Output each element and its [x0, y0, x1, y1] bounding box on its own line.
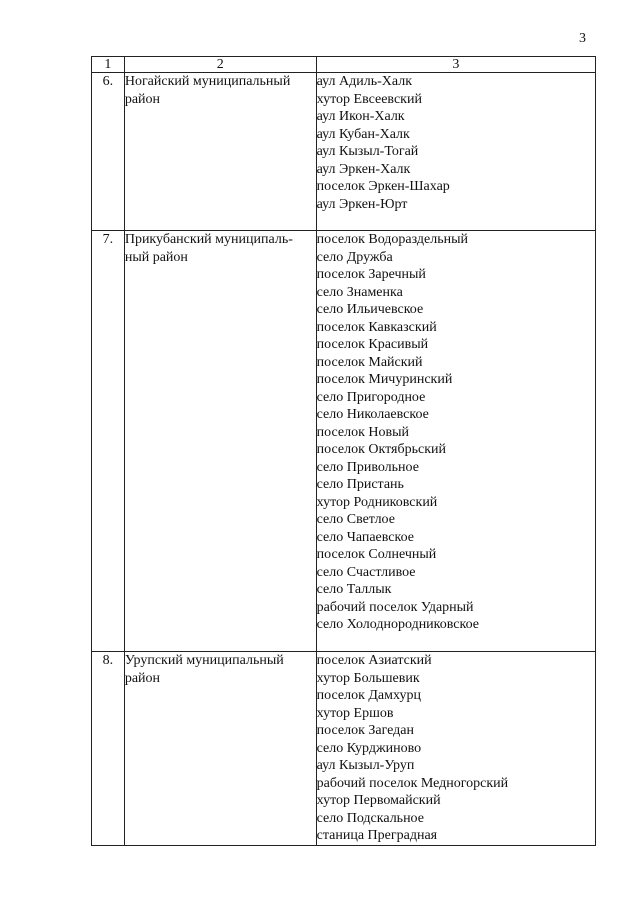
settlement-item: поселок Кавказский [316, 319, 437, 335]
settlement-item: рабочий поселок Медногорский [316, 775, 509, 791]
column-header-3: 3 [316, 57, 595, 73]
settlement-item: хутор Ершов [316, 705, 394, 721]
settlement-list [316, 231, 595, 652]
settlement-item: рабочий поселок Ударный [316, 599, 474, 615]
district-name [124, 231, 316, 652]
settlement-item: село Дружба [316, 249, 393, 265]
row-number: 8. [92, 652, 125, 846]
settlement-item: поселок Солнечный [316, 547, 437, 562]
settlement-item: аул Эркен-Халк [316, 161, 411, 177]
settlement-item: село Чапаевское [316, 529, 414, 545]
settlement-item: село Пригородное [316, 389, 426, 405]
column-header-1: 1 [92, 57, 125, 73]
settlement-item: аул Кызыл-Тогай [316, 144, 419, 159]
settlement-item: аул Кубан-Халк [316, 126, 410, 142]
settlement-item: село Ильичевское [316, 302, 424, 317]
settlement-item: поселок Эркен-Шахар [316, 179, 450, 194]
settlement-list [316, 652, 595, 846]
settlement-item: село Знаменка [316, 284, 403, 300]
district-name [124, 652, 316, 846]
settlement-item: поселок Мичуринский [316, 372, 453, 387]
settlement-item: станица Преградная [316, 828, 438, 843]
settlement-item: село Светлое [316, 512, 395, 527]
settlement-item: село Холоднородниковское [316, 617, 479, 632]
settlement-item: поселок Дамхурц [316, 688, 421, 703]
settlement-item: поселок Новый [316, 424, 409, 440]
settlement-item: село Курджиново [316, 740, 422, 756]
district-name-line: район [124, 670, 161, 686]
district-name-line: Ногайский муниципальный [124, 74, 291, 89]
settlement-item: хутор Евсеевский [316, 91, 422, 107]
settlement-item: село Николаевское [316, 407, 429, 422]
settlement-item: поселок Майский [316, 354, 423, 370]
settlement-item: село Таллык [316, 582, 392, 597]
settlements-table [91, 56, 596, 846]
settlement-item: аул Эркен-Юрт [316, 196, 408, 212]
settlement-item: село Подскальное [316, 810, 424, 826]
settlement-item: поселок Заречный [316, 267, 426, 282]
settlement-item: село Привольное [316, 459, 419, 475]
district-name [124, 73, 316, 231]
row-number: 7. [92, 231, 125, 652]
district-name-line: ный район [124, 249, 188, 265]
settlement-item: хутор Родниковский [316, 494, 438, 510]
table-row [92, 231, 596, 652]
settlement-item: хутор Большевик [316, 670, 420, 686]
table-row [92, 652, 596, 846]
table-header-row [92, 57, 596, 73]
settlement-item: поселок Октябрьский [316, 442, 446, 457]
settlement-item: поселок Водораздельный [316, 232, 469, 247]
table-row [92, 73, 596, 231]
settlement-item: поселок Красивый [316, 337, 429, 352]
settlement-list [316, 73, 595, 231]
settlement-item: село Счастливое [316, 564, 416, 580]
district-name-line: Урупский муниципальный [124, 653, 284, 668]
district-name-line: Прикубанский муниципаль- [124, 232, 293, 247]
settlement-item: аул Икон-Халк [316, 109, 405, 124]
column-header-2: 2 [124, 57, 316, 73]
settlement-item: хутор Первомайский [316, 793, 441, 808]
page-number: 3 [579, 31, 586, 46]
district-name-line: район [124, 91, 161, 107]
settlement-item: аул Кызыл-Уруп [316, 758, 415, 773]
settlement-item: село Пристань [316, 477, 404, 492]
row-number: 6. [92, 73, 125, 231]
settlement-item: аул Адиль-Халк [316, 74, 413, 89]
settlement-item: поселок Азиатский [316, 653, 432, 668]
settlement-item: поселок Загедан [316, 723, 415, 738]
